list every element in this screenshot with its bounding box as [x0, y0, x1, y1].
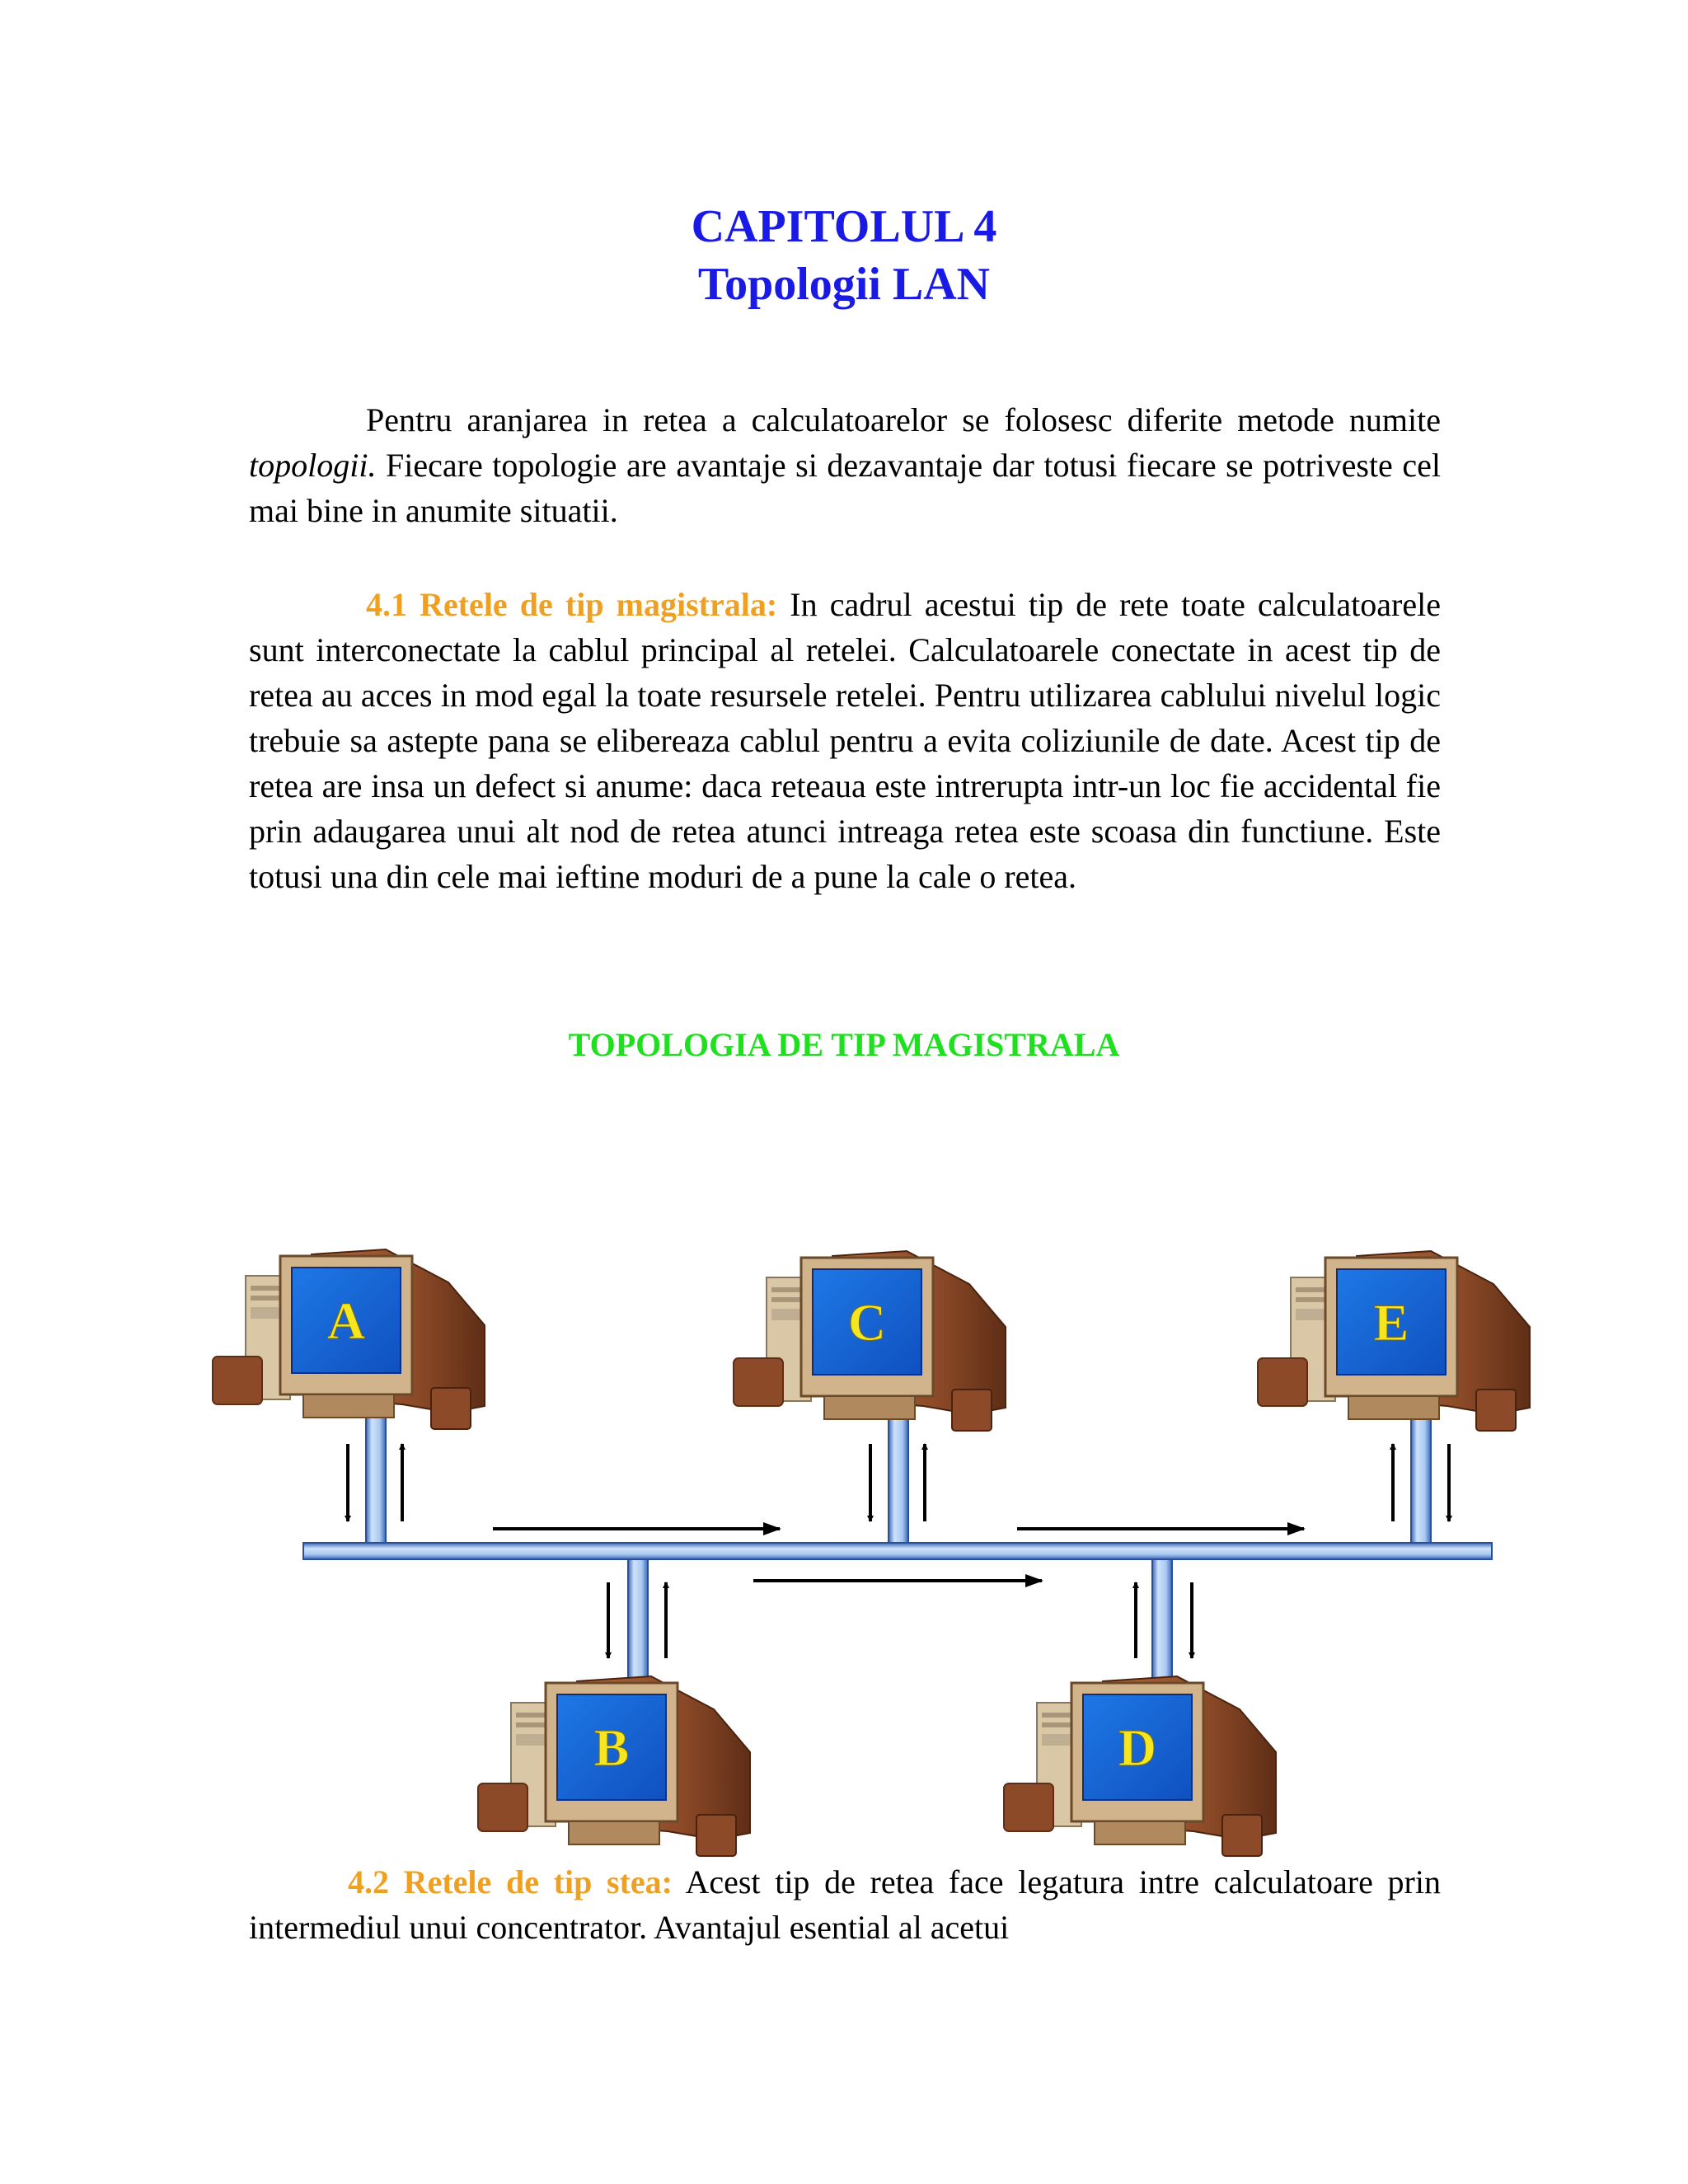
drive-bay	[771, 1309, 804, 1320]
intro-text-before: Pentru aranjarea in retea a calculatoarelor se folosesc diferite metode numite	[366, 401, 1441, 438]
drive-bay	[1296, 1297, 1329, 1302]
speaker-right	[1222, 1815, 1262, 1856]
node-label: A	[326, 1291, 366, 1350]
drive-bay	[771, 1287, 804, 1292]
node-label: C	[847, 1293, 887, 1352]
node-label: E	[1373, 1293, 1409, 1352]
speaker-left	[1004, 1783, 1053, 1831]
speaker-left	[213, 1357, 262, 1404]
computer-c	[734, 1251, 1006, 1431]
bus-cable	[303, 1543, 1492, 1559]
drive-bay	[1296, 1309, 1329, 1320]
drive-bay	[516, 1734, 549, 1746]
intro-text-after: Fiecare topologie are avantaje si dezavantaje dar totusi fiecare se potriveste cel mai bine in anumite situatii.	[249, 447, 1441, 529]
section-4-2-paragraph	[249, 1859, 1441, 1950]
drive-bay	[251, 1296, 284, 1301]
monitor-stand	[569, 1821, 659, 1844]
monitor-stand	[1348, 1396, 1439, 1419]
chapter-title: Topologii LAN	[697, 259, 991, 310]
section-4-2-text: Acest tip de retea face legatura intre calculatoare prin intermediul unui concentrator. Avantajul esential al acetui	[249, 1863, 1441, 1946]
drive-bay	[1042, 1713, 1075, 1718]
computer-b	[478, 1676, 750, 1856]
node-label: D	[1118, 1718, 1157, 1777]
speaker-left	[734, 1358, 783, 1406]
chapter-number: CAPITOLUL 4	[691, 201, 997, 252]
cable-c	[889, 1414, 908, 1544]
speaker-right	[952, 1390, 992, 1431]
computer-e	[1258, 1251, 1530, 1431]
node-label: B	[593, 1718, 630, 1777]
drive-bay	[251, 1307, 284, 1319]
drive-bay	[1042, 1722, 1075, 1727]
diagram-title: TOPOLOGIA DE TIP MAGISTRALA	[568, 1026, 1120, 1063]
intro-emphasis: topologii.	[249, 447, 377, 484]
speaker-right	[696, 1815, 736, 1856]
section-4-1-text: In cadrul acestui tip de rete toate calculatoarele sunt interconectate la cablul principal al retelei. Calculatoarele conectate in acest tip de retea au acces in mod egal la toate resursele retelei. Pentru utilizarea cablului nivelul logic trebuie sa astepte pana se elibereaza cablul pentru a evita coliziunile de date. Acest tip de retea are insa un defect si anume: daca reteaua este intrerupta intr-un loc fie accidental fie prin adaugarea unui alt nod de retea atunci intreaga retea este scoasa din functiune. Este totusi una din cele mai ieftine moduri de a pune la cale o retea.	[249, 586, 1441, 895]
section-4-1-heading: 4.1 Retele de tip magistrala:	[366, 586, 778, 623]
monitor-stand	[303, 1394, 394, 1418]
speaker-left	[1258, 1358, 1307, 1406]
section-4-2-heading: 4.2 Retele de tip stea:	[348, 1863, 673, 1900]
speaker-right	[1476, 1390, 1516, 1431]
monitor-stand	[1095, 1821, 1185, 1844]
cable-b	[628, 1556, 648, 1685]
monitor-stand	[824, 1396, 915, 1419]
drive-bay	[771, 1297, 804, 1302]
speaker-right	[431, 1388, 471, 1429]
cable-e	[1411, 1414, 1431, 1544]
drive-bay	[1042, 1734, 1075, 1746]
computer-d	[1004, 1676, 1276, 1856]
drive-bay	[516, 1722, 549, 1727]
drive-bay	[1296, 1287, 1329, 1292]
drive-bay	[251, 1286, 284, 1291]
cable-a	[366, 1414, 386, 1544]
speaker-left	[478, 1783, 528, 1831]
computer-a	[213, 1249, 485, 1429]
drive-bay	[516, 1713, 549, 1718]
cable-d	[1152, 1556, 1172, 1685]
